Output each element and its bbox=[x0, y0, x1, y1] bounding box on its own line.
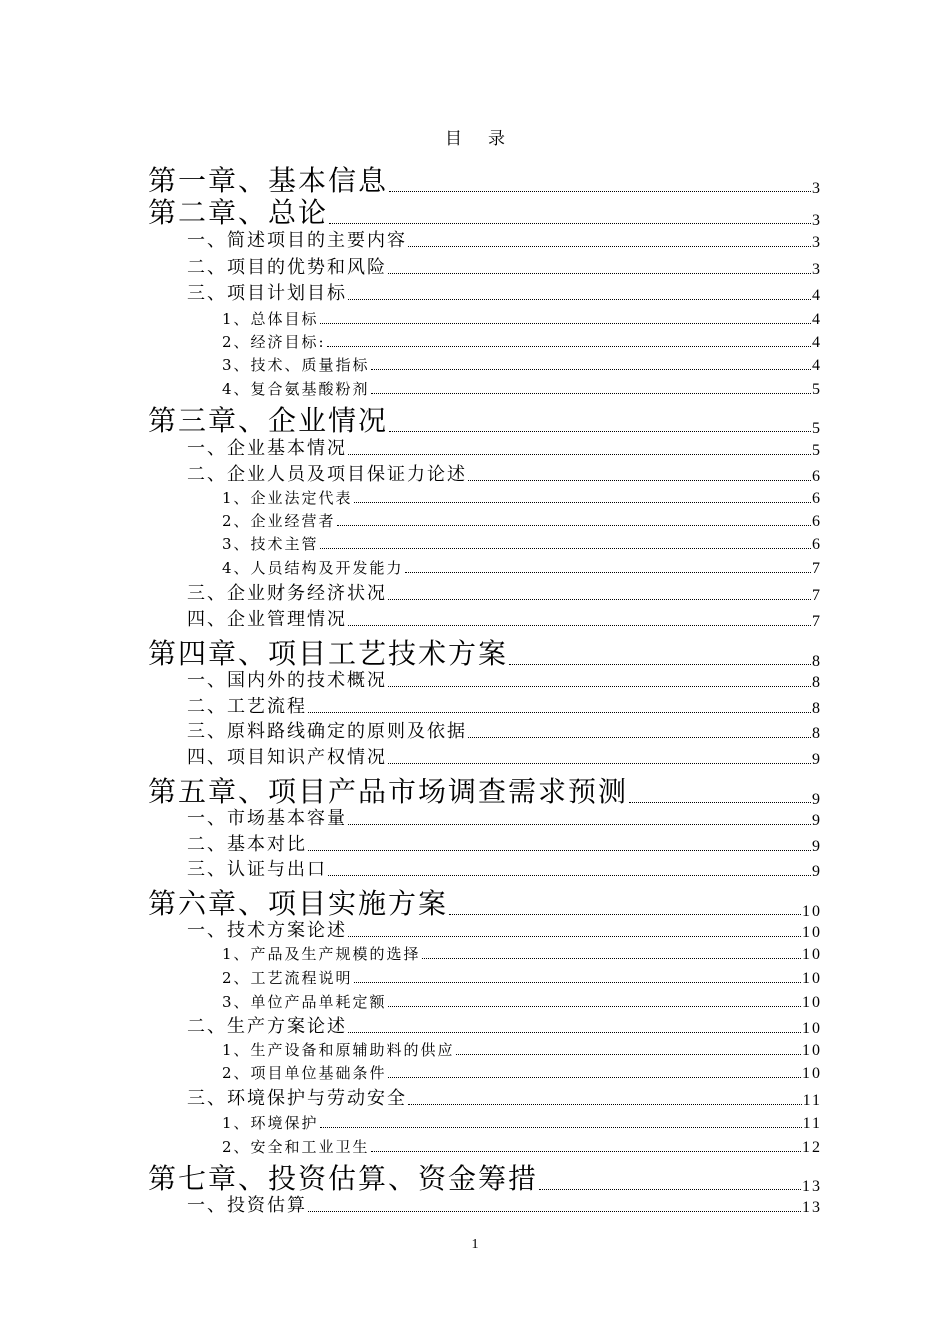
toc-entry-level3[interactable] bbox=[222, 486, 822, 508]
toc-entry-label: 3、技术、质量指标 bbox=[222, 356, 370, 374]
toc-leader-dots bbox=[348, 299, 811, 300]
toc-leader-dots bbox=[354, 502, 811, 503]
toc-entry-page: 3 bbox=[812, 261, 822, 278]
toc-entry-page: 10 bbox=[802, 994, 822, 1011]
toc-title-left: 目 bbox=[445, 129, 462, 149]
toc-entry-page: 10 bbox=[802, 1020, 822, 1037]
toc-entry-level3[interactable] bbox=[222, 307, 822, 329]
toc-leader-dots bbox=[449, 914, 801, 915]
toc-entry-label: 第七章、投资估算、资金筹措 bbox=[148, 1162, 539, 1195]
toc-entry-page: 9 bbox=[812, 812, 822, 829]
toc-entry-level2[interactable] bbox=[187, 436, 822, 460]
toc-leader-dots bbox=[389, 191, 811, 192]
toc-entry-page: 7 bbox=[812, 560, 822, 577]
toc-entry-label: 第五章、项目产品市场调查需求预测 bbox=[148, 775, 629, 808]
toc-entry-label: 1、环境保护 bbox=[222, 1114, 319, 1132]
toc-leader-dots bbox=[337, 525, 811, 526]
toc-leader-dots bbox=[422, 958, 801, 959]
toc-leader-dots bbox=[354, 982, 801, 983]
toc-entry-page: 9 bbox=[812, 838, 822, 855]
toc-entry-label: 第一章、基本信息 bbox=[148, 164, 389, 197]
toc-leader-dots bbox=[348, 1032, 801, 1033]
toc-leader-dots bbox=[388, 763, 811, 764]
toc-entry-level2[interactable] bbox=[187, 806, 822, 830]
toc-entry-page: 6 bbox=[812, 536, 822, 553]
toc-entry-level3[interactable] bbox=[222, 377, 822, 399]
toc-leader-dots bbox=[388, 1077, 801, 1078]
toc-entry-label: 2、经济目标: bbox=[222, 333, 326, 351]
toc-entry-label: 4、复合氨基酸粉剂 bbox=[222, 380, 370, 398]
toc-entry-label: 一、市场基本容量 bbox=[187, 808, 347, 829]
toc-entry-page: 12 bbox=[802, 1139, 822, 1156]
toc-entry-label: 1、总体目标 bbox=[222, 310, 319, 328]
toc-entry-level2[interactable] bbox=[187, 1014, 822, 1038]
toc-entry-level3[interactable] bbox=[222, 942, 822, 964]
toc-entry-level3[interactable] bbox=[222, 532, 822, 554]
toc-entry-level2[interactable] bbox=[187, 1193, 822, 1217]
toc-leader-dots bbox=[308, 850, 811, 851]
toc-entry-label: 三、企业财务经济状况 bbox=[187, 583, 387, 604]
toc-entry-label: 一、企业基本情况 bbox=[187, 438, 347, 459]
toc-entry-page: 3 bbox=[812, 180, 822, 197]
toc-entry-level3[interactable] bbox=[222, 1061, 822, 1083]
toc-entry-page: 6 bbox=[812, 468, 822, 485]
toc-entry-label: 1、企业法定代表 bbox=[222, 489, 353, 507]
toc-entry-label: 三、环境保护与劳动安全 bbox=[187, 1088, 407, 1109]
toc-leader-dots bbox=[629, 802, 811, 803]
toc-entry-label: 一、投资估算 bbox=[187, 1195, 307, 1216]
toc-entry-level2[interactable] bbox=[187, 694, 822, 718]
toc-entry-level3[interactable] bbox=[222, 509, 822, 531]
toc-entry-label: 3、单位产品单耗定额 bbox=[222, 993, 387, 1011]
toc-entry-level2[interactable] bbox=[187, 462, 822, 486]
toc-leader-dots bbox=[408, 1104, 802, 1105]
toc-leader-dots bbox=[388, 273, 811, 274]
toc-entry-label: 三、原料路线确定的原则及依据 bbox=[187, 721, 467, 742]
toc-entry-label: 三、认证与出口 bbox=[187, 859, 327, 880]
toc-entry-page: 5 bbox=[812, 442, 822, 459]
toc-entry-page: 8 bbox=[812, 653, 822, 670]
toc-leader-dots bbox=[371, 393, 811, 394]
toc-leader-dots bbox=[328, 875, 811, 876]
toc-entry-page: 3 bbox=[812, 212, 822, 229]
toc-entry-page: 5 bbox=[812, 381, 822, 398]
toc-leader-dots bbox=[539, 1189, 801, 1190]
toc-entry-label: 1、生产设备和原辅助料的供应 bbox=[222, 1041, 455, 1059]
toc-entry-level2[interactable] bbox=[187, 1086, 822, 1110]
toc-entry-level3[interactable] bbox=[222, 353, 822, 375]
toc-leader-dots bbox=[371, 1151, 801, 1152]
toc-entry-page: 10 bbox=[802, 903, 822, 920]
toc-entry-level3[interactable] bbox=[222, 1135, 822, 1157]
toc-leader-dots bbox=[468, 480, 811, 481]
toc-leader-dots bbox=[408, 246, 811, 247]
toc-entry-label: 第四章、项目工艺技术方案 bbox=[148, 637, 509, 670]
toc-entry-level2[interactable] bbox=[187, 857, 822, 881]
toc-entry-level2[interactable] bbox=[187, 607, 822, 631]
toc-leader-dots bbox=[348, 625, 811, 626]
toc-entry-page: 7 bbox=[812, 587, 822, 604]
toc-entry-page: 4 bbox=[812, 287, 822, 304]
toc-entry-label: 第三章、企业情况 bbox=[148, 404, 389, 437]
toc-entry-page: 10 bbox=[802, 1042, 822, 1059]
toc-entry-label: 二、工艺流程 bbox=[187, 696, 307, 717]
toc-entry-level2[interactable] bbox=[187, 832, 822, 856]
toc-entry-label: 二、企业人员及项目保证力论述 bbox=[187, 464, 467, 485]
toc-entry-page: 10 bbox=[802, 924, 822, 941]
toc-leader-dots bbox=[371, 369, 811, 370]
toc-leader-dots bbox=[405, 572, 811, 573]
toc-entry-label: 第六章、项目实施方案 bbox=[148, 887, 449, 920]
toc-leader-dots bbox=[348, 454, 811, 455]
toc-leader-dots bbox=[388, 599, 811, 600]
page-number: 1 bbox=[471, 1237, 479, 1252]
toc-leader-dots bbox=[320, 1127, 802, 1128]
toc-entry-page: 13 bbox=[802, 1199, 822, 1216]
toc-leader-dots bbox=[329, 223, 811, 224]
toc-entry-label: 4、人员结构及开发能力 bbox=[222, 559, 404, 577]
toc-entry-level2[interactable] bbox=[187, 668, 822, 692]
toc-leader-dots bbox=[320, 323, 811, 324]
toc-entry-page: 11 bbox=[802, 1115, 822, 1132]
toc-leader-dots bbox=[327, 346, 811, 347]
toc-entry-page: 9 bbox=[812, 863, 822, 880]
toc-entry-label: 2、项目单位基础条件 bbox=[222, 1064, 387, 1082]
toc-entry-label: 二、生产方案论述 bbox=[187, 1016, 347, 1037]
toc-entry-level3[interactable] bbox=[222, 556, 822, 578]
toc-entry-level2[interactable] bbox=[187, 228, 822, 252]
toc-entry-label: 四、项目知识产权情况 bbox=[187, 747, 387, 768]
toc-entry-label: 3、技术主管 bbox=[222, 535, 319, 553]
toc-leader-dots bbox=[308, 712, 811, 713]
toc-entry-label: 2、工艺流程说明 bbox=[222, 969, 353, 987]
toc-entry-label: 三、项目计划目标 bbox=[187, 283, 347, 304]
toc-entry-page: 10 bbox=[802, 970, 822, 987]
toc-entry-level3[interactable] bbox=[222, 966, 822, 988]
toc-entry-page: 8 bbox=[812, 674, 822, 691]
toc-entry-label: 一、技术方案论述 bbox=[187, 920, 347, 941]
toc-entry-level3[interactable] bbox=[222, 990, 822, 1012]
toc-entry-page: 6 bbox=[812, 513, 822, 530]
toc-entry-label: 第二章、总论 bbox=[148, 196, 329, 229]
toc-entry-page: 9 bbox=[812, 751, 822, 768]
toc-entry-level3[interactable] bbox=[222, 330, 822, 352]
toc-entry-level2[interactable] bbox=[187, 719, 822, 743]
toc-leader-dots bbox=[348, 936, 801, 937]
toc-entry-label: 二、项目的优势和风险 bbox=[187, 257, 387, 278]
toc-entry-level2[interactable] bbox=[187, 745, 822, 769]
toc-leader-dots bbox=[308, 1211, 801, 1212]
toc-entry-page: 4 bbox=[812, 334, 822, 351]
toc-leader-dots bbox=[456, 1054, 801, 1055]
toc-entry-page: 13 bbox=[802, 1178, 822, 1195]
toc-entry-label: 四、企业管理情况 bbox=[187, 609, 347, 630]
toc-entry-page: 10 bbox=[802, 946, 822, 963]
toc-entry-level2[interactable] bbox=[187, 255, 822, 279]
toc-entry-page: 6 bbox=[812, 490, 822, 507]
toc-leader-dots bbox=[348, 824, 811, 825]
toc-entry-page: 8 bbox=[812, 725, 822, 742]
toc-entry-label: 二、基本对比 bbox=[187, 834, 307, 855]
toc-entry-label: 一、简述项目的主要内容 bbox=[187, 230, 407, 251]
toc-entry-level2[interactable] bbox=[187, 281, 822, 305]
toc-entry-label: 2、企业经营者 bbox=[222, 512, 336, 530]
toc-entry-page: 5 bbox=[812, 420, 822, 437]
toc-entry-label: 1、产品及生产规模的选择 bbox=[222, 945, 421, 963]
toc-entry-level2[interactable] bbox=[187, 918, 822, 942]
toc-entry-level2[interactable] bbox=[187, 581, 822, 605]
toc-entry-page: 9 bbox=[812, 791, 822, 808]
toc-leader-dots bbox=[388, 1006, 801, 1007]
toc-leader-dots bbox=[388, 686, 811, 687]
toc-title-right: 录 bbox=[488, 129, 505, 149]
toc-leader-dots bbox=[509, 664, 811, 665]
toc-entry-page: 3 bbox=[812, 234, 822, 251]
toc-entry-page: 7 bbox=[812, 613, 822, 630]
toc-entry-page: 4 bbox=[812, 311, 822, 328]
toc-leader-dots bbox=[389, 431, 811, 432]
toc-entry-level3[interactable] bbox=[222, 1111, 822, 1133]
toc-entry-label: 一、国内外的技术概况 bbox=[187, 670, 387, 691]
toc-entry-level3[interactable] bbox=[222, 1038, 822, 1060]
toc-entry-page: 10 bbox=[802, 1065, 822, 1082]
toc-entry-page: 11 bbox=[802, 1092, 822, 1109]
toc-title bbox=[0, 124, 950, 149]
toc-entry-label: 2、安全和工业卫生 bbox=[222, 1138, 370, 1156]
toc-leader-dots bbox=[468, 737, 811, 738]
toc-entry-page: 8 bbox=[812, 700, 822, 717]
toc-entry-page: 4 bbox=[812, 357, 822, 374]
toc-leader-dots bbox=[320, 548, 811, 549]
